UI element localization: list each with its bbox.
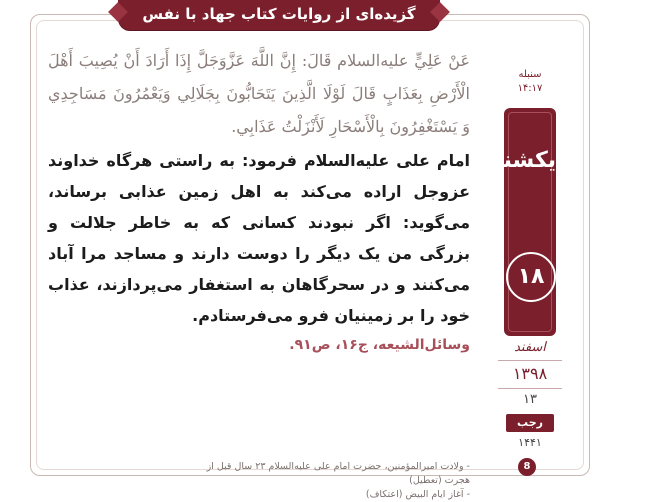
- hadith-source: وسائل‌الشیعه، ج۱۶، ص۹۱.: [289, 337, 470, 353]
- time-label: ۱۴:۱۷: [517, 83, 543, 94]
- hijri-month-badge: رجب: [506, 414, 554, 432]
- divider: [498, 388, 562, 389]
- hadith-content: [48, 44, 470, 464]
- hijri-year: ۱۴۴۱: [518, 436, 542, 449]
- weekday-name: یکشنبه: [481, 148, 556, 173]
- day-number-badge: ۱۸: [506, 252, 556, 302]
- footer-note: - آغاز ایام البیض (اعتکاف): [365, 489, 470, 500]
- hijri-day: ۱۳: [523, 392, 537, 407]
- footer-notes: [186, 460, 470, 502]
- date-sidebar: [481, 30, 576, 474]
- divider: [498, 360, 562, 361]
- page-number-badge: 8: [518, 458, 536, 476]
- header-banner: [118, 0, 440, 30]
- solar-year: ۱۳۹۸: [512, 364, 548, 383]
- date-label-block: [508, 68, 552, 96]
- hadith-arabic-text: عَنْ عَلِيٍّ عليه‌السلام قَالَ: إِنَّ اللَّهَ عَزَّوَجَلَّ إِذَا أَرَادَ أَنْ يُصِيبَ أَهْلَ الْأَرْضِ بِعَذَابٍ قَالَ لَوْلَا الَّذِينَ يَتَحَابُّونَ بِجَلَالِي وَيَعْمُرُونَ مَسَاجِدِي وَ يَسْتَغْفِرُونَ بِالْأَسْحَارِ لَأَنْزَلْتُ عَذَابِي.: [48, 51, 470, 136]
- date-label: سنبله: [518, 69, 542, 80]
- month-name: اسفند: [514, 340, 546, 355]
- header-title: گزیده‌ای از روایات کتاب جهاد با نفس: [142, 5, 416, 23]
- hadith-persian-translation: امام علی علیه‌السلام فرمود: به راستی هرگاه خداوند عزوجل اراده می‌کند به اهل زمین عذابی برساند، می‌گوید: اگر نبودند کسانی که به خاطر جلالت و بزرگی من یک دیگر را دوست دارند و مساجد مرا آباد می‌کنند و در سحرگاهان به استغفار می‌پردازند، عذاب خود را بر زمینیان فرو می‌فرستادم.: [48, 151, 470, 325]
- footer-note: - ولادت امیرالمؤمنین، حضرت امام علی علیه‌السلام ۲۳ سال قبل از هجرت (تعطیل): [206, 461, 470, 486]
